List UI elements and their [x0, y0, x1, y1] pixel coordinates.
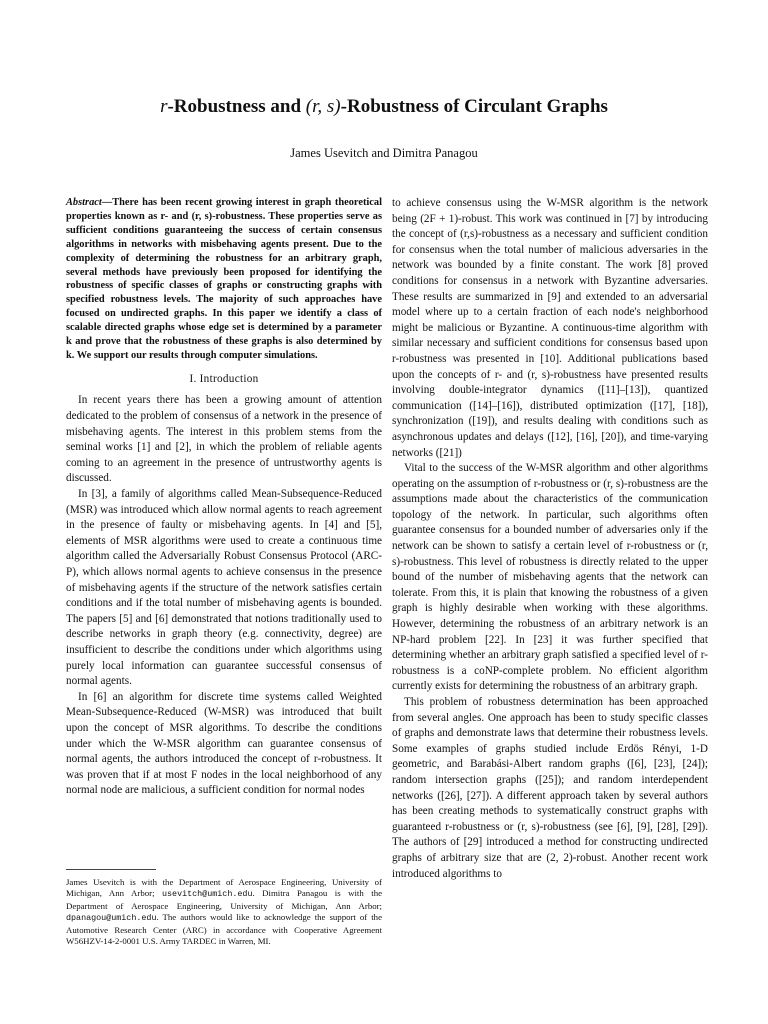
footnote-part-1: James Usevitch is with the Department of Aerospace Engineering, University of Michigan, Ann Arbor; — [66, 877, 382, 899]
paper-title — [0, 96, 768, 118]
right-column — [392, 196, 708, 882]
left-paragraph-1: In recent years there has been a growing amount of attention dedicated to the problem of consensus of a network in the presence of misbehaving agents. The interest in this problem stems from the seminal works [1] and [2], in which the problem of reliable agents coming to an agreement in the presence of untrustworthy agents is discussed. — [66, 394, 382, 485]
footnote-rule — [66, 869, 156, 870]
abstract-dash: — — [101, 197, 113, 208]
footnote-part-3: . The authors would like to acknowledge the support of the Automotive Research Center (ARC) in accordance with Cooperative Agreement W56HZV-14-2-0001 U.S. Army TARDEC in Warren, MI. — [66, 912, 382, 947]
abstract — [66, 196, 382, 363]
title-r: r — [160, 96, 168, 117]
title-middle: -Robustness and — [167, 96, 306, 117]
right-paragraph-2: Vital to the success of the W-MSR algorithm and other algorithms operating on the assumption of r-robustness or (r, s)-robustness are the assumptions made about the characteristics of the communication topology of the network. In particular, such algorithms often guarantee consensus for a bounded number of adversaries only if the network can be shown to satisfy a certain level of r-robustness or (r, s)-robustness. This level of robustness is directly related to the upper bound of the number of misbehaving agents that the network can tolerate. From this, it is plain that knowing the robustness of a given graph is highly desirable when working with these algorithms. However, determining the robustness of an arbitrary network is an NP-hard problem [22]. In [23] it was further specified that determining whether an arbitrary graph satisfied a specified level of r-robustness is a coNP-complete problem. No efficient algorithm currently exists for determining the robustness of an arbitrary graph. — [392, 462, 708, 693]
section-heading-introduction: I. Introduction — [189, 372, 259, 385]
footnote-email-usevitch[interactable]: usevitch@umich.edu — [162, 889, 253, 900]
author-footnote — [66, 877, 382, 947]
right-paragraph-3: This problem of robustness determination has been approached from several angles. One approach has been to study specific classes of graphs and demonstrate laws that determine their robustness levels. Some examples of graphs studied include Erdös Rényi, 1-D geometric, and Barabási-Albert random graphs ([6], [23], [24]); random intersection graphs ([25]); and random interdependent networks ([26], [27]). A different approach taken by several authors has been creating methods to systematically construct graphs with guaranteed r-robustness or (r, s)-robustness (see [6], [9], [28], [29]). The authors of [29] introduced a method for constructing undirected graphs of arbitrary size that are (2, 2)-robust. Another recent work introduced algorithms to — [392, 696, 708, 880]
right-paragraph-1: to achieve consensus using the W-MSR algorithm is the network being (2F + 1)-robust. This work was continued in [7] by introducing the concept of (r,s)-robustness as a necessary and sufficient condition for consensus when the total number of malicious adversaries in the network was bounded by a finite constant. The work [8] proved conditions for consensus in a network with Byzantine adversaries. These results are summarized in [9] and extended to an adversarial model where up to a certain fraction of each node's neighborhood might be malicious or Byzantine. A continuous-time algorithm with similar necessary and sufficient conditions for consensus based upon r-robustness was presented in [10]. Additional publications based upon the concepts of r- and (r, s)-robustness have presented results involving double-integrator dynamics ([11]–[13]), quantized communication ([14]–[16]), distributed optimization ([17], [18]), synchronization ([19]), and results dealing with conditions such as asynchronous updates and delays ([12], [16], [20]), and time-varying networks ([21]) — [392, 197, 708, 459]
footnote-email-panagou[interactable]: dpanagou@umich.edu — [66, 913, 157, 924]
abstract-text: There has been recent growing interest in graph theoretical properties known as r- and (r, s)-robustness. These properties serve as sufficient conditions guaranteeing the success of certain consensus algorithms in networks with misbehaving agents present. Due to the complexity of determining the robustness for an arbitrary graph, several methods have previously been proposed for identifying the robustness of specific classes of graphs or constructing graphs with specified robustness levels. The majority of such approaches have focused on undirected graphs. In this paper we identify a class of scalable directed graphs whose edge set is determined by a parameter k and prove that the robustness of these graphs is also determined by k. We support our results through computer simulations. — [66, 197, 382, 361]
paper-authors: James Usevitch and Dimitra Panagou — [290, 146, 478, 160]
abstract-label: Abstract — [66, 197, 102, 208]
title-end: -Robustness of Circulant Graphs — [340, 96, 608, 117]
left-column — [66, 196, 382, 799]
left-paragraph-2: In [3], a family of algorithms called Mean-Subsequence-Reduced (MSR) was introduced which allow normal agents to reach agreement in the presence of faulty or misbehaving agents. In [4] and [5], elements of MSR algorithms were used to create a continuous time algorithm called the Adversarially Robust Consensus Protocol (ARC-P), which allows normal agents to achieve consensus in the presence of misbehaving agents if the structure of the network satisfies certain conditions and if the total number of misbehaving agents is bounded. The papers [5] and [6] demonstrated that notions traditionally used to describe networks in graph theory (e.g. connectivity, degree) are insufficient to describe the conditions under which algorithms using purely local information can guarantee successful consensus of normal agents. — [66, 488, 382, 688]
left-paragraph-3: In [6] an algorithm for discrete time systems called Weighted Mean-Subsequence-Reduced (W-MSR) was introduced that built upon the concept of MSR algorithms. To describe the conditions under which the W-MSR algorithm can guarantee consensus of normal agents, the authors introduced the concept of r-robustness. It was proven that if at most F nodes in the local neighborhood of any normal node are malicious, a sufficient condition for normal nodes — [66, 690, 382, 797]
title-rs: (r, s) — [305, 96, 341, 117]
footnote-part-2: . Dimitra Panagou is with the Department of Aerospace Engineering, University of Michigan, Ann Arbor; — [66, 888, 382, 911]
